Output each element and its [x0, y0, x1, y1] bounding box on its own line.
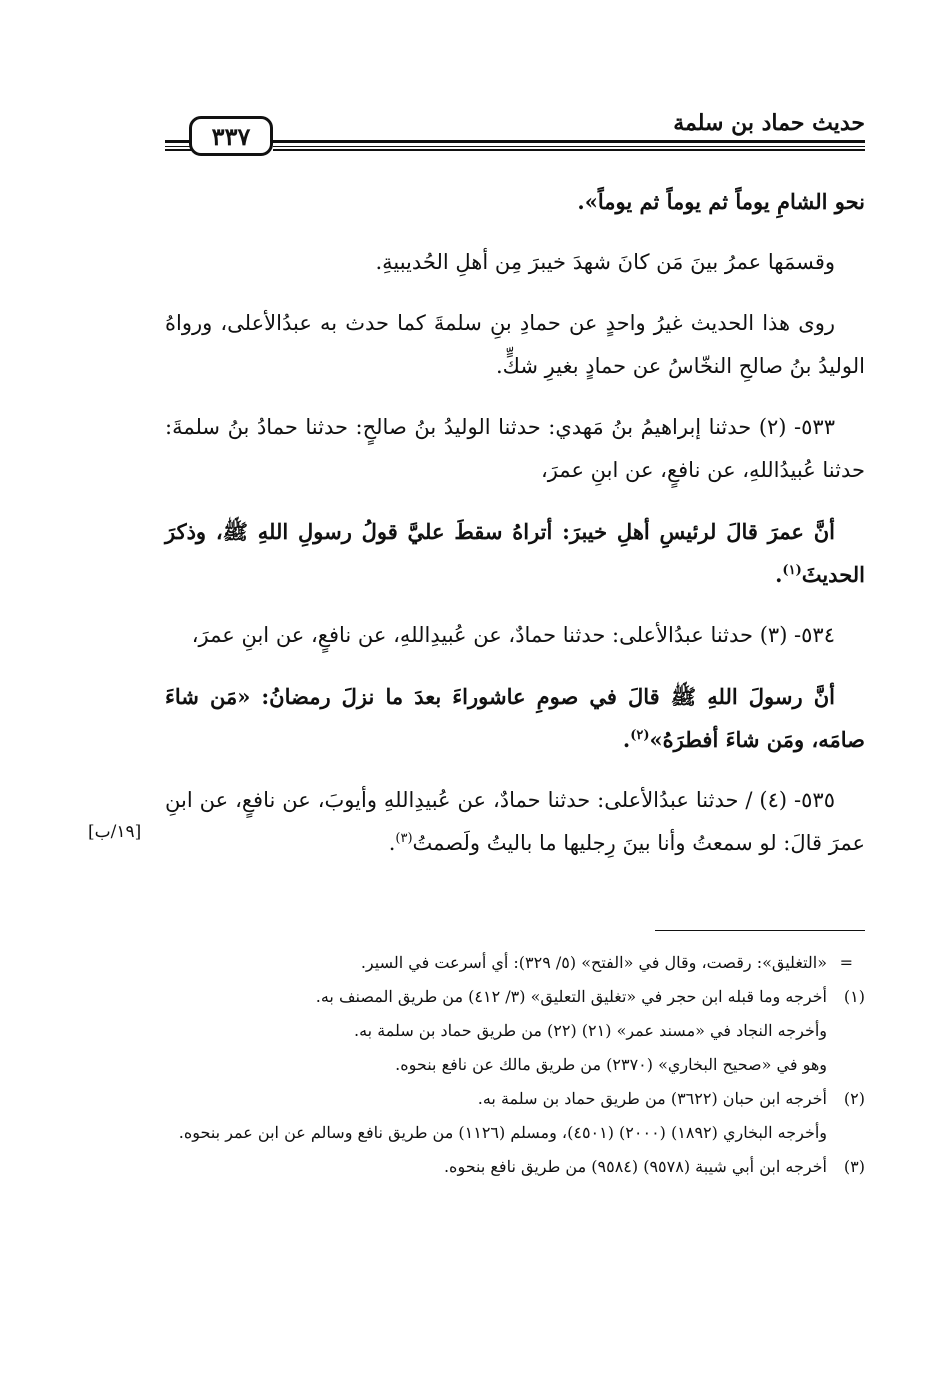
footnote-1-line: وهو في «صحيح البخاري» (٢٣٧٠) من طريق مالك عن نافع بنحوه.	[395, 1055, 827, 1074]
paragraph: نحو الشامِ يوماً ثم يوماً ثم يوماً».	[577, 189, 865, 214]
continuation-mark: =	[839, 953, 853, 972]
matn-text: أنَّ رسولَ اللهِ ﷺ قالَ في صومِ عاشوراءَ بعدَ ما نزلَ رمضانُ: «مَن شاءَ صامَه، ومَن شاءَ أفطرَهُ»	[165, 684, 865, 752]
footnote-text: أخرجه وما قبله ابن حجر في «تغليق التعليق» (٣/ ٤١٢) من طريق المصنف به.	[315, 987, 827, 1006]
hadith-isnad: ٥٣٣- (٢) حدثنا إبراهيمُ بنُ مَهدي: حدثنا الوليدُ بنُ صالحٍ: حدثنا حمادُ بنُ سلمةَ: حدثنا عُبيدُاللهِ، عن نافعٍ، عن ابنِ عمرَ،	[165, 415, 865, 482]
hadith-full: ٥٣٥- (٤) / حدثنا عبدُالأعلى: حدثنا حمادٌ، عن عُبيدِاللهِ وأيوبَ، عن نافعٍ، عن ابنِ عمرَ قالَ: لو سمعتُ وأنا بينَ رِجليها ما باليتُ ولَصمتُ$^{(٣)}$.	[165, 788, 865, 855]
paragraph: وقسمَها عمرُ بينَ مَن كانَ شهدَ خيبرَ مِن أهلِ الحُديبيةِ.	[375, 250, 835, 274]
footnote-1-line: وأخرجه النجاد في «مسند عمر» (٢١) (٢٢) من طريق حماد بن سلمة به.	[353, 1021, 827, 1040]
hadith-isnad: ٥٣٤- (٣) حدثنا عبدُالأعلى: حدثنا حمادٌ، عن عُبيدِاللهِ، عن نافعٍ، عن ابنِ عمرَ،	[191, 623, 835, 647]
header-rule	[165, 149, 193, 151]
footnote-ref: (٢)	[630, 728, 650, 743]
footnotes	[165, 948, 865, 1186]
paragraph: روى هذا الحديث غيرُ واحدٍ عن حمادِ بنِ سلمةَ كما حدث به عبدُالأعلى، ورواهُ الوليدُ بنُ صالحِ النخّاسُ عن حمادٍ بغيرِ شكٍّ.	[165, 311, 865, 378]
hadith-matn: أنَّ عمرَ قالَ لرئيسِ أهلِ خيبرَ: أتراهُ سقطَ عليَّ قولُ رسولِ اللهِ ﷺ، وذكرَ الحديثَ$^{(١)}$.	[165, 519, 865, 587]
footnote-ref: (٣)	[395, 831, 413, 846]
page-number: ٣٣٧	[189, 116, 273, 156]
header-rule	[273, 146, 865, 147]
header-rule	[273, 149, 865, 151]
footnote-2	[165, 1084, 865, 1114]
footnote-separator	[655, 930, 865, 931]
footnote-text: «التغليق»: رقصت، وقال في «الفتح» (٥/ ٣٢٩): أي أسرعت في السير.	[360, 953, 827, 972]
header-title: حديث حماد بن سلمة	[673, 110, 865, 136]
header-rule	[273, 140, 865, 143]
footnote-continuation	[165, 948, 865, 978]
hadith-text: ٥٣٥- (٤) / حدثنا عبدُالأعلى: حدثنا حمادٌ، عن عُبيدِاللهِ وأيوبَ، عن نافعٍ، عن ابنِ عمرَ قالَ: لو سمعتُ وأنا بينَ رِجليها ما باليتُ ولَصمتُ	[165, 788, 865, 855]
hadith-matn: أنَّ رسولَ اللهِ ﷺ قالَ في صومِ عاشوراءَ بعدَ ما نزلَ رمضانُ: «مَن شاءَ صامَه، ومَن شاءَ أفطرَهُ»$^{(٢)}$.	[165, 684, 865, 752]
footnote-2-line: وأخرجه البخاري (١٨٩٢) (٢٠٠٠) (٤٥٠١)، ومسلم (١١٢٦) من طريق نافع وسالم عن ابن عمر بنحوه.	[178, 1123, 827, 1142]
footnote-ref: (١)	[782, 563, 802, 578]
footnote-3	[165, 1152, 865, 1182]
footnote-number: (١)	[843, 987, 865, 1006]
footnote-1	[165, 982, 865, 1012]
footnote-number: (٣)	[843, 1157, 865, 1176]
manuscript-folio-note: [١٩/ب]	[88, 822, 142, 842]
main-text	[165, 180, 865, 883]
footnote-text: أخرجه ابن حبان (٣٦٢٢) من طريق حماد بن سلمة به.	[477, 1089, 827, 1108]
running-header	[165, 104, 865, 164]
footnote-number: (٢)	[843, 1089, 865, 1108]
footnote-text: أخرجه ابن أبي شيبة (٩٥٧٨) (٩٥٨٤) من طريق نافع بنحوه.	[443, 1157, 827, 1176]
matn-text: أنَّ عمرَ قالَ لرئيسِ أهلِ خيبرَ: أتراهُ سقطَ عليَّ قولُ رسولِ اللهِ ﷺ، وذكرَ الحديثَ	[165, 519, 865, 587]
